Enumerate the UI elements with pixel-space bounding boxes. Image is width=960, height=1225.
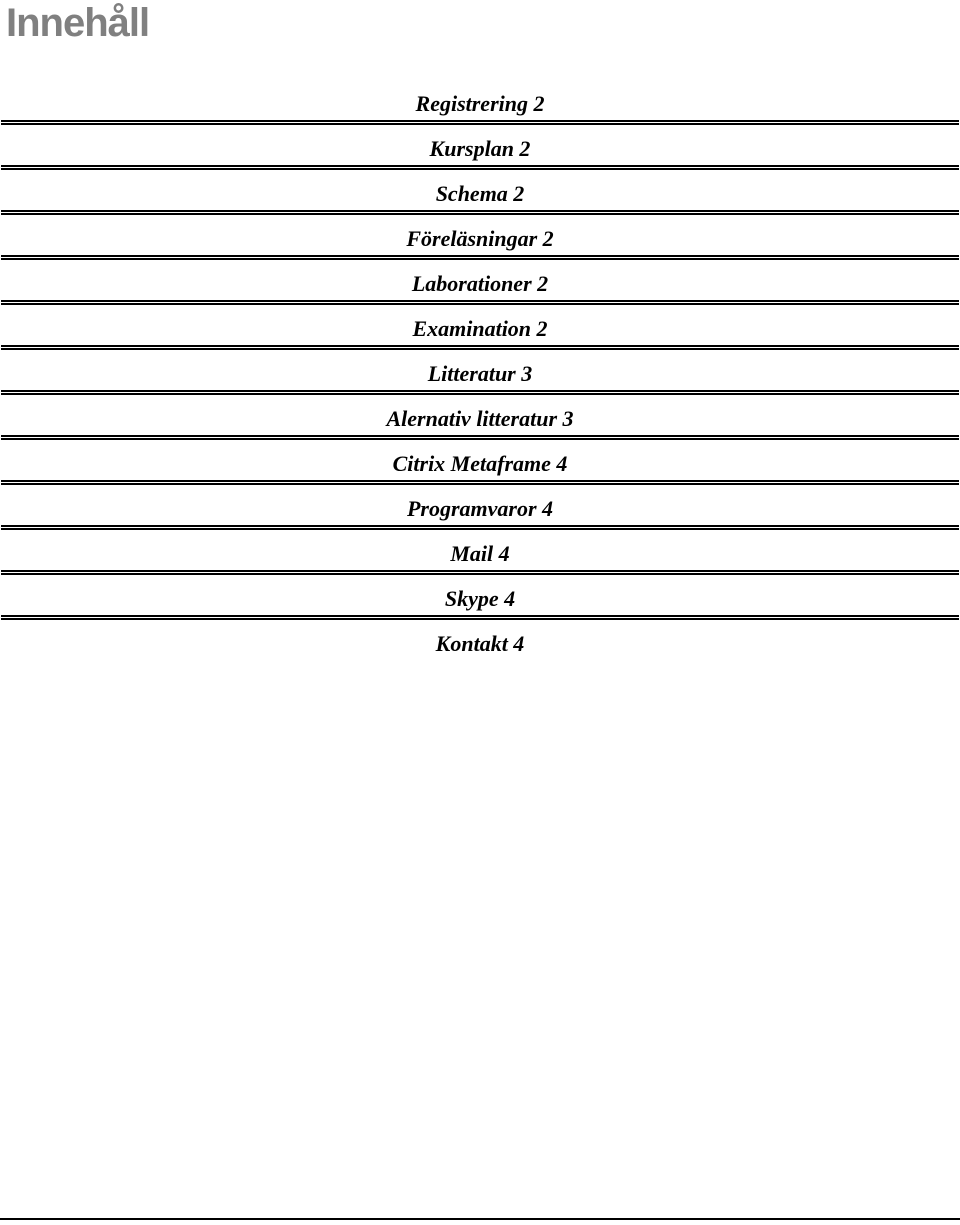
toc-link-mail[interactable]: Mail 4 [450,541,510,566]
toc-entry-litteratur [0,352,960,395]
toc-link-skype[interactable]: Skype 4 [444,586,516,611]
toc-entry-kontakt [0,622,960,666]
table-of-contents [0,82,960,666]
page-title: Innehåll [6,1,150,45]
toc-link-citrix-metaframe[interactable]: Citrix Metaframe 4 [392,451,568,476]
toc-entry-laborationer [0,262,960,305]
toc-link-litteratur[interactable]: Litteratur 3 [427,361,533,386]
toc-entry-schema [0,172,960,215]
toc-entry-registrering [0,82,960,125]
toc-entry-forelasningar [0,217,960,260]
toc-link-registrering[interactable]: Registrering 2 [415,91,545,116]
toc-entry-kursplan [0,127,960,170]
toc-link-examination[interactable]: Examination 2 [412,316,548,341]
toc-entry-citrix-metaframe [0,442,960,485]
toc-entry-programvaror [0,487,960,530]
toc-link-programvaror[interactable]: Programvaror 4 [406,496,554,521]
toc-entry-mail [0,532,960,575]
footer-divider [0,1218,960,1220]
toc-entry-examination [0,307,960,350]
toc-entry-alernativ-litteratur [0,397,960,440]
toc-link-forelasningar[interactable]: Föreläsningar 2 [406,226,554,251]
toc-entry-skype [0,577,960,620]
toc-link-laborationer[interactable]: Laborationer 2 [411,271,549,296]
toc-link-schema[interactable]: Schema 2 [435,181,525,206]
toc-link-alernativ-litteratur[interactable]: Alernativ litteratur 3 [386,406,574,431]
toc-link-kursplan[interactable]: Kursplan 2 [429,136,531,161]
toc-link-kontakt[interactable]: Kontakt 4 [435,631,525,656]
